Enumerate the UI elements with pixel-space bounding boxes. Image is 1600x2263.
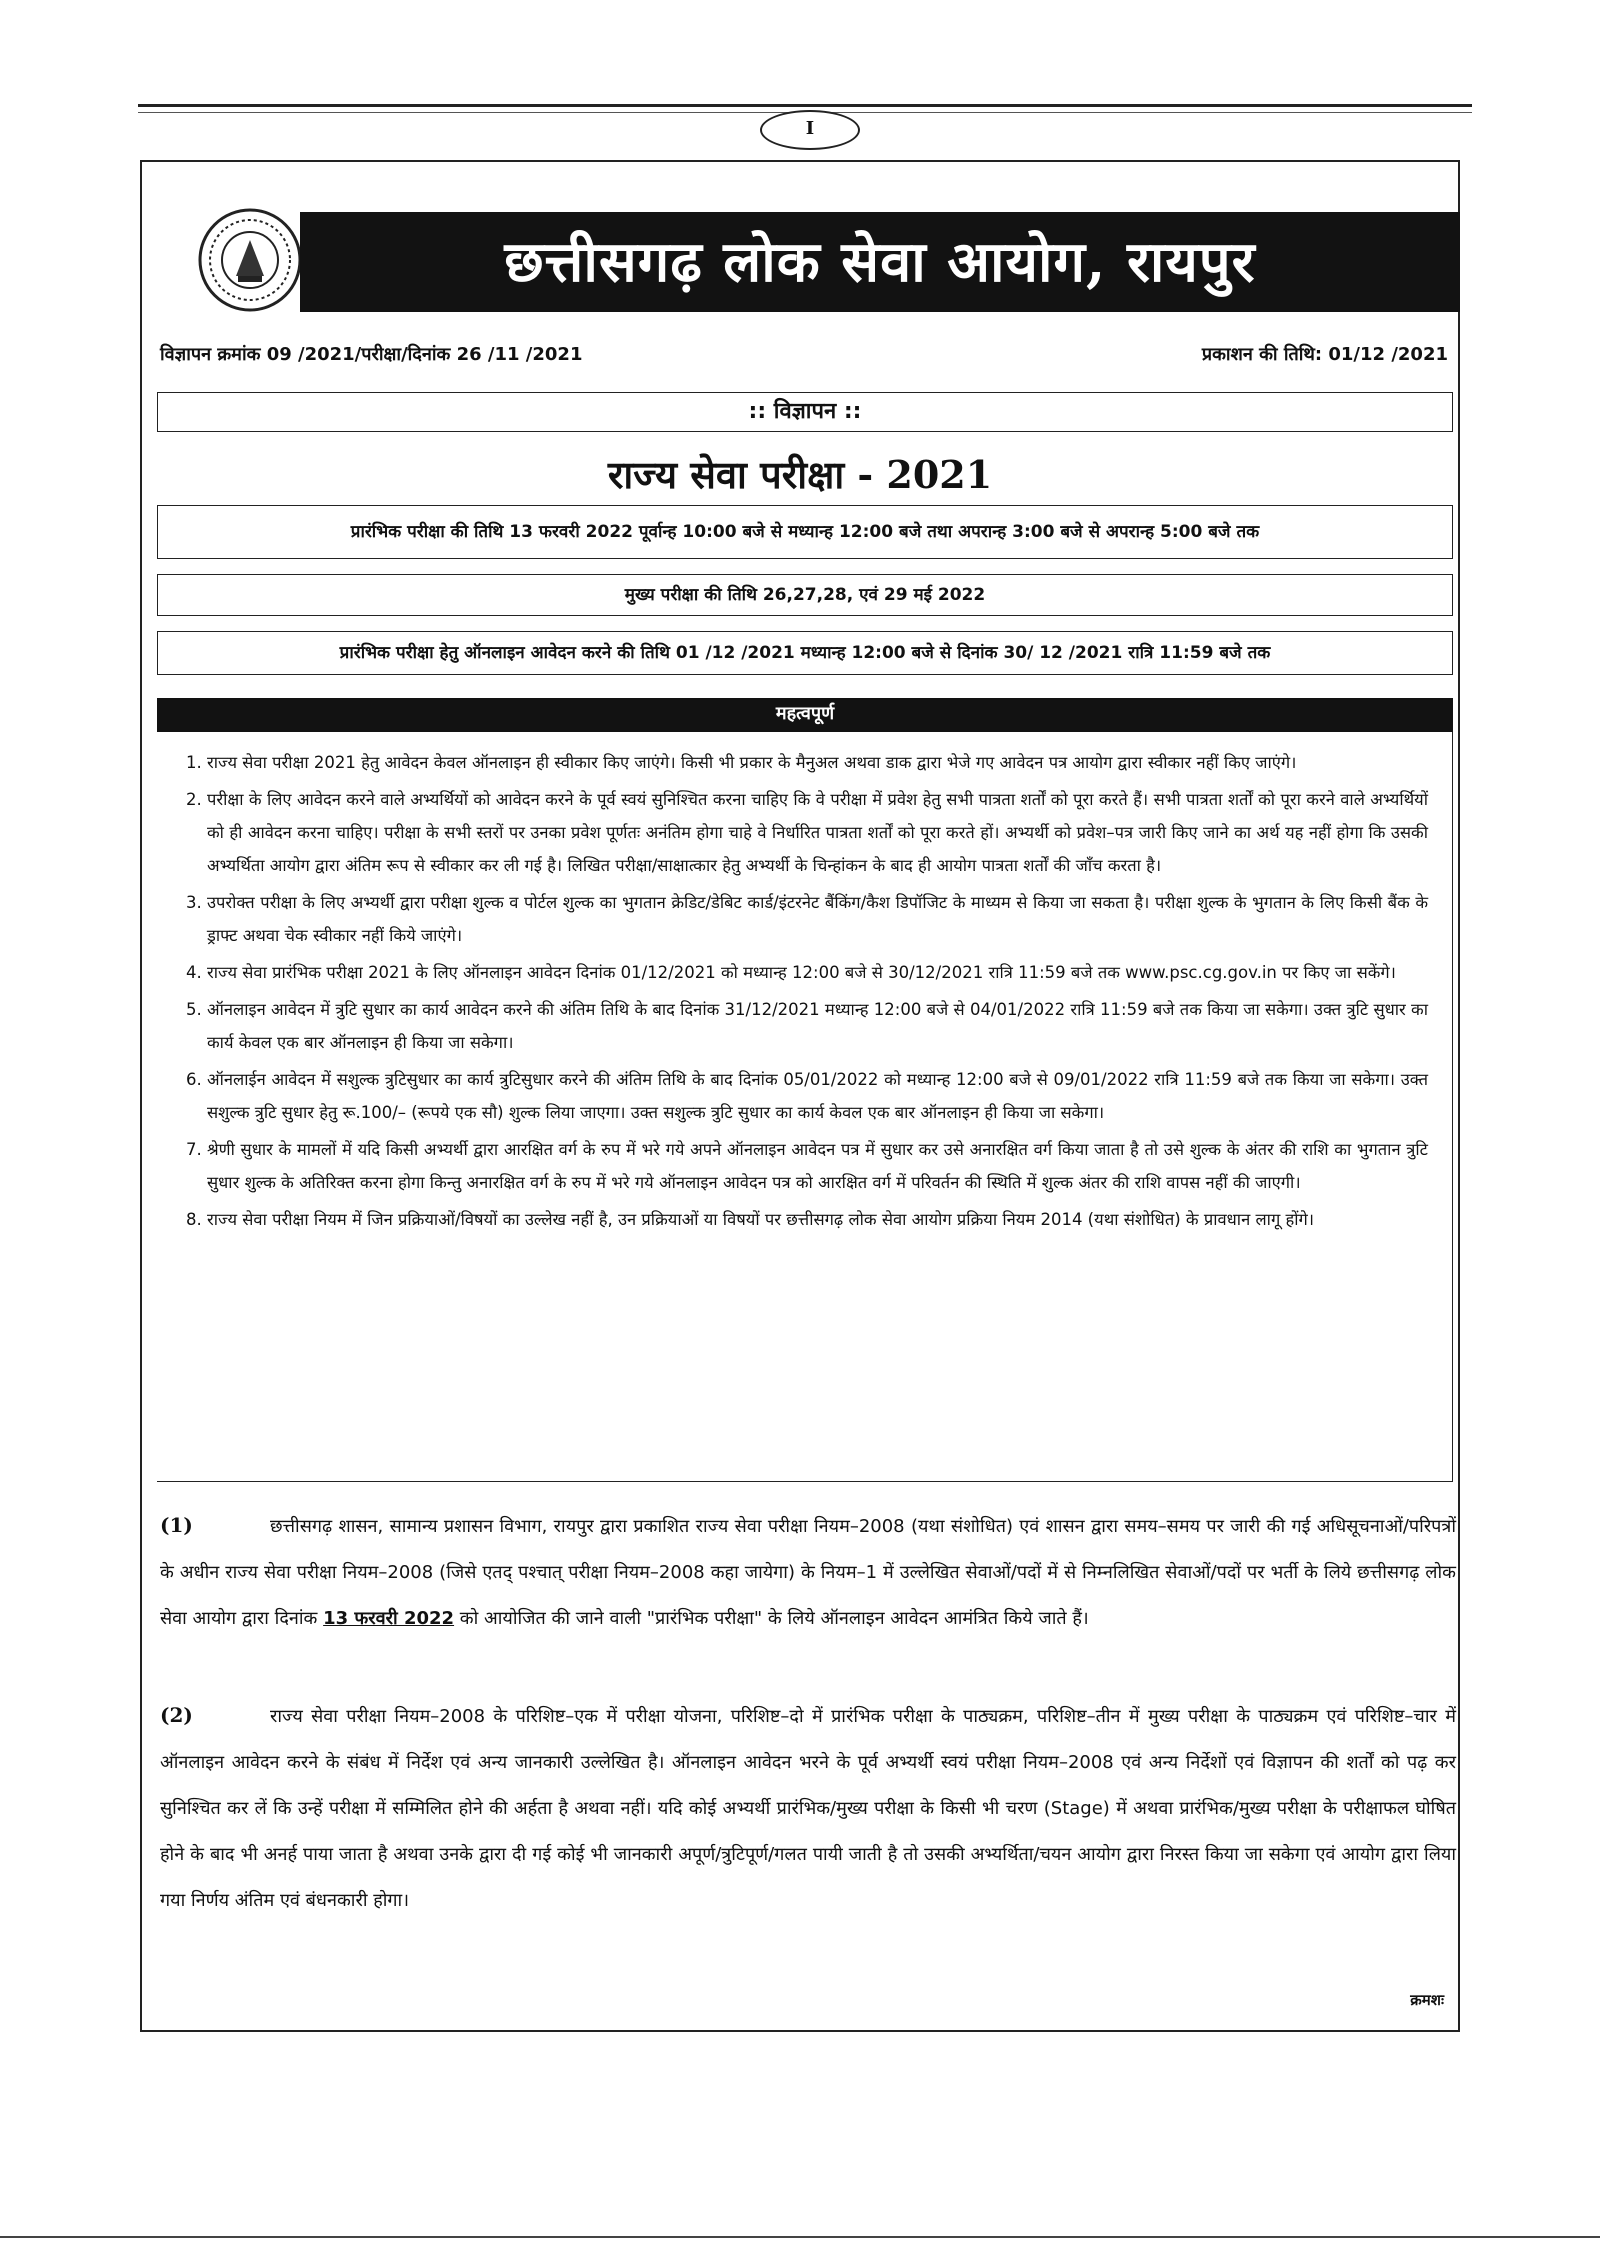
advertisement-number: विज्ञापन क्रमांक 09 /2021/परीक्षा/दिनांक 26 /11 /2021: [160, 344, 583, 365]
prelims-date-underlined: 13 फरवरी 2022: [323, 1608, 455, 1629]
important-item: 8. राज्य सेवा परीक्षा नियम में जिन प्रक्रियाओं/विषयों का उल्लेख नहीं है, उन प्रक्रियाओं या विषयों पर छत्तीसगढ़ लोक सेवा आयोग प्रक्रिया नियम 2014 (यथा संशोधित) के प्रावधान लागू होंगे।: [207, 1203, 1428, 1236]
important-item: 2. परीक्षा के लिए आवेदन करने वाले अभ्यर्थियों को आवेदन करने के पूर्व स्वयं सुनिश्चित करना चाहिए कि वे परीक्षा में प्रवेश हेतु सभी पात्रता शर्तों को पूरा करते हैं। सभी पात्रता शर्तों को पूरा करने वाले अभ्यर्थियों को ही आवेदन करना चाहिए। परीक्षा के सभी स्तरों पर उनका प्रवेश पूर्णतः अनंतिम होगा चाहे वे निर्धारित पात्रता शर्तों को पूरा करते हों। अभ्यर्थी को प्रवेश–पत्र जारी किए जाने का अर्थ यह नहीं होगा कि उसकी अभ्यर्थिता आयोग द्वारा अंतिम रूप से स्वीकार कर ली गई है। लिखित परीक्षा/साक्षात्कार हेतु अभ्यर्थी के चिन्हांकन के बाद ही आयोग पात्रता शर्तों की जाँच करता है।: [207, 783, 1428, 882]
page-title: छत्तीसगढ़ लोक सेवा आयोग, रायपुर: [300, 212, 1460, 312]
paragraph-2: [160, 1692, 1456, 1924]
important-item: 6. ऑनलाईन आवेदन में सशुल्क त्रुटिसुधार का कार्य त्रुटिसुधार करने की अंतिम तिथि के बाद दिनांक 05/01/2022 को मध्यान्ह 12:00 बजे से 09/01/2022 रात्रि 11:59 बजे तक किया जा सकेगा। उक्त सशुल्क त्रुटि सुधार हेतु रू.100/– (रूपये एक सौ) शुल्क लिया जाएगा। उक्त सशुल्क त्रुटि सुधार का कार्य केवल एक बार ऑनलाइन ही किया जा सकेगा।: [207, 1063, 1428, 1129]
page-number: I: [760, 110, 860, 150]
prelims-date-box: प्रारंभिक परीक्षा की तिथि 13 फरवरी 2022 पूर्वान्ह 10:00 बजे से मध्यान्ह 12:00 बजे तथा अपरान्ह 3:00 बजे से अपरान्ह 5:00 बजे तक: [157, 505, 1453, 559]
mains-date-box: मुख्य परीक्षा की तिथि 26,27,28, एवं 29 मई 2022: [157, 574, 1453, 616]
continued-label: क्रमशः: [1410, 1991, 1444, 2009]
important-item: 7. श्रेणी सुधार के मामलों में यदि किसी अभ्यर्थी द्वारा आरक्षित वर्ग के रुप में भरे गये अपने ऑनलाइन आवेदन पत्र में सुधार कर उसे अनारक्षित वर्ग किया जाता है तो उसे शुल्क के अंतर की राशि का भुगतान त्रुटि सुधार शुल्क के अतिरिक्त करना होगा किन्तु अनारक्षित वर्ग के रुप में भरे गये ऑनलाइन आवेदन पत्र को आरक्षित वर्ग में परिवर्तन की स्थिति में शुल्क अंतर की राशि वापस नहीं की जाएगी।: [207, 1133, 1428, 1199]
paragraph-number: (2): [160, 1703, 193, 1727]
important-item: 4. राज्य सेवा प्रारंभिक परीक्षा 2021 के लिए ऑनलाइन आवेदन दिनांक 01/12/2021 को मध्यान्ह 12:00 बजे से 30/12/2021 रात्रि 11:59 बजे तक www.psc.cg.gov.in पर किए जा सकेंगे।: [207, 956, 1428, 989]
top-rule: [138, 104, 1472, 107]
important-list: [157, 732, 1453, 1482]
important-item: 1. राज्य सेवा परीक्षा 2021 हेतु आवेदन केवल ऑनलाइन ही स्वीकार किए जाएंगे। किसी भी प्रकार के मैनुअल अथवा डाक द्वारा भेजे गए आवेदन पत्र आयोग द्वारा स्वीकार नहीं किए जाएंगे।: [207, 746, 1428, 779]
exam-title: राज्य सेवा परीक्षा - 2021: [607, 452, 993, 497]
vigyapan-label: :: विज्ञापन ::: [157, 392, 1453, 432]
paragraph-1: [160, 1502, 1456, 1642]
cgpsc-emblem-icon: [196, 206, 304, 314]
important-heading: महत्वपूर्ण: [157, 698, 1453, 732]
paragraph-text: छत्तीसगढ़ शासन, सामान्य प्रशासन विभाग, रायपुर द्वारा प्रकाशित राज्य सेवा परीक्षा नियम–2008 (यथा संशोधित) एवं शासन द्वारा समय–समय पर जारी की गई अधिसूचनाओं/परिपत्रों के अधीन राज्य सेवा परीक्षा नियम–2008 (जिसे एतद् पश्चात् परीक्षा नियम–2008 कहा जायेगा) के नियम–1 में उल्लेखित सेवाओं/पदों में से निम्नलिखित सेवाओं/पदों पर भर्ती के लिये छत्तीसगढ़ लोक सेवा आयोग द्वारा दिनांक: [160, 1516, 1456, 1629]
publication-date: प्रकाशन की तिथि: 01/12 /2021: [1201, 344, 1448, 365]
important-item: 5. ऑनलाइन आवेदन में त्रुटि सुधार का कार्य आवेदन करने की अंतिम तिथि के बाद दिनांक 31/12/2021 मध्यान्ह 12:00 बजे से 04/01/2022 रात्रि 11:59 बजे तक किया जा सकेगा। उक्त त्रुटि सुधार का कार्य केवल एक बार ऑनलाइन ही किया जा सकेगा।: [207, 993, 1428, 1059]
important-item: 3. उपरोक्त परीक्षा के लिए अभ्यर्थी द्वारा परीक्षा शुल्क व पोर्टल शुल्क का भुगतान क्रेडिट/डेबिट कार्ड/इंटरनेट बैंकिंग/कैश डिपॉजिट के माध्यम से किया जा सकता है। परीक्षा शुल्क के भुगतान के लिए किसी बैंक के ड्राफ्ट अथवा चेक स्वीकार नहीं किये जाएंगे।: [207, 886, 1428, 952]
paragraph-text: राज्य सेवा परीक्षा नियम–2008 के परिशिष्ट–एक में परीक्षा योजना, परिशिष्ट–दो में प्रारंभिक परीक्षा के पाठ्यक्रम, परिशिष्ट–तीन में मुख्य परीक्षा के पाठ्यक्रम एवं परिशिष्ट–चार में ऑनलाइन आवेदन करने के संबंध में निर्देश एवं अन्य जानकारी उल्लेखित है। ऑनलाइन आवेदन भरने के पूर्व अभ्यर्थी स्वयं परीक्षा नियम–2008 एवं अन्य निर्देशों एवं विज्ञापन की शर्तों को पढ़ कर सुनिश्चित कर लें कि उन्हें परीक्षा में सम्मिलित होने की अर्हता है अथवा नहीं। यदि कोई अभ्यर्थी प्रारंभिक/मुख्य परीक्षा के किसी भी चरण (Stage) में अथवा प्रारंभिक/मुख्य परीक्षा के परीक्षाफल घोषित होने के बाद भी अनर्ह पाया जाता है अथवा उनके द्वारा दी गई कोई भी जानकारी अपूर्ण/त्रुटिपूर्ण/गलत पायी जाती है तो उसकी अभ्यर्थिता/चयन आयोग द्वारा निरस्त किया जा सकेगा एवं आयोग द्वारा लिया गया निर्णय अंतिम एवं बंधनकारी होगा।: [160, 1706, 1456, 1911]
online-apply-date-box: प्रारंभिक परीक्षा हेतु ऑनलाइन आवेदन करने की तिथि 01 /12 /2021 मध्यान्ह 12:00 बजे से दिनांक 30/ 12 /2021 रात्रि 11:59 बजे तक: [157, 631, 1453, 675]
paragraph-text: को आयोजित की जाने वाली "प्रारंभिक परीक्षा" के लिये ऑनलाइन आवेदन आमंत्रित किये जाते हैं।: [459, 1608, 1089, 1629]
bottom-rule: [0, 2236, 1600, 2238]
paragraph-number: (1): [160, 1513, 193, 1537]
